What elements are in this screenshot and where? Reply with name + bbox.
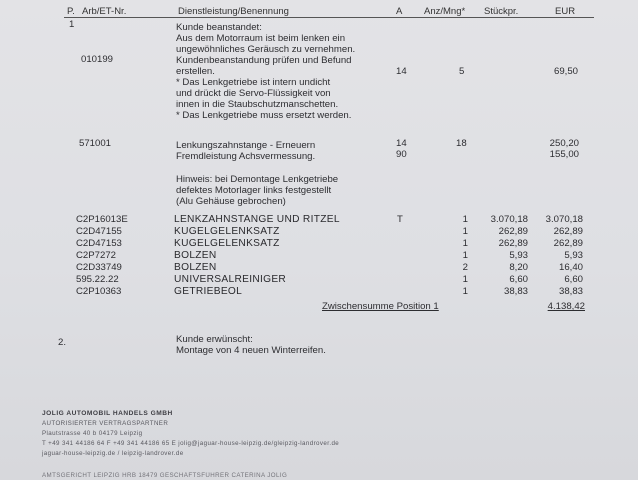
- part-total: 262,89: [553, 238, 583, 249]
- part-unit-price: 8,20: [509, 262, 528, 273]
- col-header-unit-price: Stückpr.: [484, 6, 519, 17]
- text-line: Montage von 4 neuen Winterreifen.: [176, 345, 326, 356]
- part-quantity: 1: [462, 214, 468, 225]
- labor2-quantity: 18: [456, 138, 467, 149]
- text-line: und drückt die Servo-Flüssigkeit von: [176, 88, 331, 99]
- position-2-text: [176, 334, 326, 356]
- part-quantity: 1: [462, 250, 468, 261]
- text-line: Kundenbeanstandung prüfen und Befund: [176, 55, 352, 66]
- part-unit-price: 6,60: [509, 274, 528, 285]
- part-name: BOLZEN: [174, 250, 217, 261]
- labor-code: 010199: [81, 54, 114, 65]
- subtotal-value: 4.138,42: [547, 301, 585, 312]
- labor2-code: 571001: [79, 138, 112, 149]
- part-code: C2P16013E: [76, 214, 128, 225]
- part-unit-price: 5,93: [509, 250, 528, 261]
- part-total: 5,93: [564, 250, 583, 261]
- company-name: JOLIG AUTOMOBIL HANDELS GMBH: [42, 410, 173, 417]
- text-line: Hinweis: bei Demontage Lenkgetriebe: [176, 174, 339, 185]
- company-web: jaguar-house-leipzig.de / leipzig-landrover.de: [42, 450, 184, 457]
- part-code: C2P7272: [76, 250, 117, 261]
- part-unit-price: 262,89: [498, 226, 528, 237]
- part-name: BOLZEN: [174, 262, 217, 273]
- text-line: Fremdleistung Achsvermessung.: [176, 151, 316, 162]
- part-total: 16,40: [558, 262, 583, 273]
- part-name: LENKZAHNSTANGE UND RITZEL: [174, 214, 340, 225]
- text-line: erstellen.: [176, 66, 215, 77]
- company-address: Plautstrasse 40 b 04179 Leipzig: [42, 430, 143, 437]
- company-legal: AMTSGERICHT LEIPZIG HRB 18479 GESCHÄFTSFÜHRER CATERINA JOLIG: [42, 472, 288, 479]
- part-name: KUGELGELENKSATZ: [174, 238, 280, 249]
- text-line: Kunde erwünscht:: [176, 334, 253, 345]
- part-quantity: 1: [462, 274, 468, 285]
- complaint-text: [176, 22, 355, 121]
- header-divider: [64, 17, 594, 18]
- position-2-number: 2.: [58, 337, 67, 348]
- text-line: (Alu Gehäuse gebrochen): [176, 196, 286, 207]
- col-header-a: A: [396, 6, 403, 17]
- part-code: C2P10363: [76, 286, 122, 297]
- text-line: 155,00: [549, 149, 579, 160]
- text-line: innen in die Staubschutzmanschetten.: [176, 99, 339, 110]
- col-header-eur: EUR: [555, 6, 576, 17]
- part-unit-price: 3.070,18: [490, 214, 528, 225]
- labor2-description: [176, 140, 315, 162]
- part-unit-price: 38,83: [503, 286, 528, 297]
- part-quantity: 1: [462, 286, 468, 297]
- labor-quantity: 5: [459, 66, 465, 77]
- text-line: Kunde beanstandet:: [176, 22, 262, 33]
- labor-amount: 69,50: [553, 66, 578, 77]
- text-line: Lenkungszahnstange - Erneuern: [176, 140, 316, 151]
- col-header-quantity: Anz/Mng*: [424, 6, 466, 17]
- part-code: C2D33749: [76, 262, 122, 273]
- col-header-pos: P.: [67, 6, 75, 17]
- part-name: GETRIEBEOL: [174, 286, 243, 297]
- text-line: 14: [396, 138, 407, 149]
- text-line: 250,20: [549, 138, 579, 149]
- part-name: KUGELGELENKSATZ: [174, 226, 280, 237]
- text-line: * Das Lenkgetriebe muss ersetzt werden.: [176, 110, 352, 121]
- part-a: T: [397, 214, 403, 225]
- part-total: 3.070,18: [545, 214, 583, 225]
- subtotal-label: Zwischensumme Position 1: [322, 301, 439, 312]
- company-tagline: AUTORISIERTER VERTRAGSPARTNER: [42, 420, 169, 427]
- labor2-a: [396, 138, 407, 160]
- col-header-description: Dienstleistung/Benennung: [178, 6, 289, 17]
- part-total: 6,60: [564, 274, 583, 285]
- note-text: [176, 174, 338, 207]
- part-quantity: 1: [462, 226, 468, 237]
- text-line: ungewöhnliches Geräusch zu vernehmen.: [176, 44, 356, 55]
- text-line: * Das Lenkgetriebe ist intern undicht: [176, 77, 331, 88]
- text-line: Aus dem Motorraum ist beim lenken ein: [176, 33, 346, 44]
- part-quantity: 1: [462, 238, 468, 249]
- position-number: 1: [69, 19, 75, 30]
- part-total: 262,89: [553, 226, 583, 237]
- text-line: 90: [396, 149, 407, 160]
- company-contact: T +49 341 44186 64 F +49 341 44186 65 E jolig@jaguar-house-leipzig.de/gleipzig-landrover.de: [42, 440, 340, 447]
- col-header-art-no: Arb/ET-Nr.: [82, 6, 127, 17]
- part-code: C2D47155: [76, 226, 122, 237]
- part-quantity: 2: [462, 262, 468, 273]
- labor-a: 14: [396, 66, 407, 77]
- part-name: UNIVERSALREINIGER: [174, 274, 287, 285]
- labor2-amounts: [540, 138, 579, 160]
- part-unit-price: 262,89: [498, 238, 528, 249]
- text-line: defektes Motorlager links festgestellt: [176, 185, 332, 196]
- part-code: 595.22.22: [76, 274, 119, 285]
- part-total: 38,83: [558, 286, 583, 297]
- part-code: C2D47153: [76, 238, 122, 249]
